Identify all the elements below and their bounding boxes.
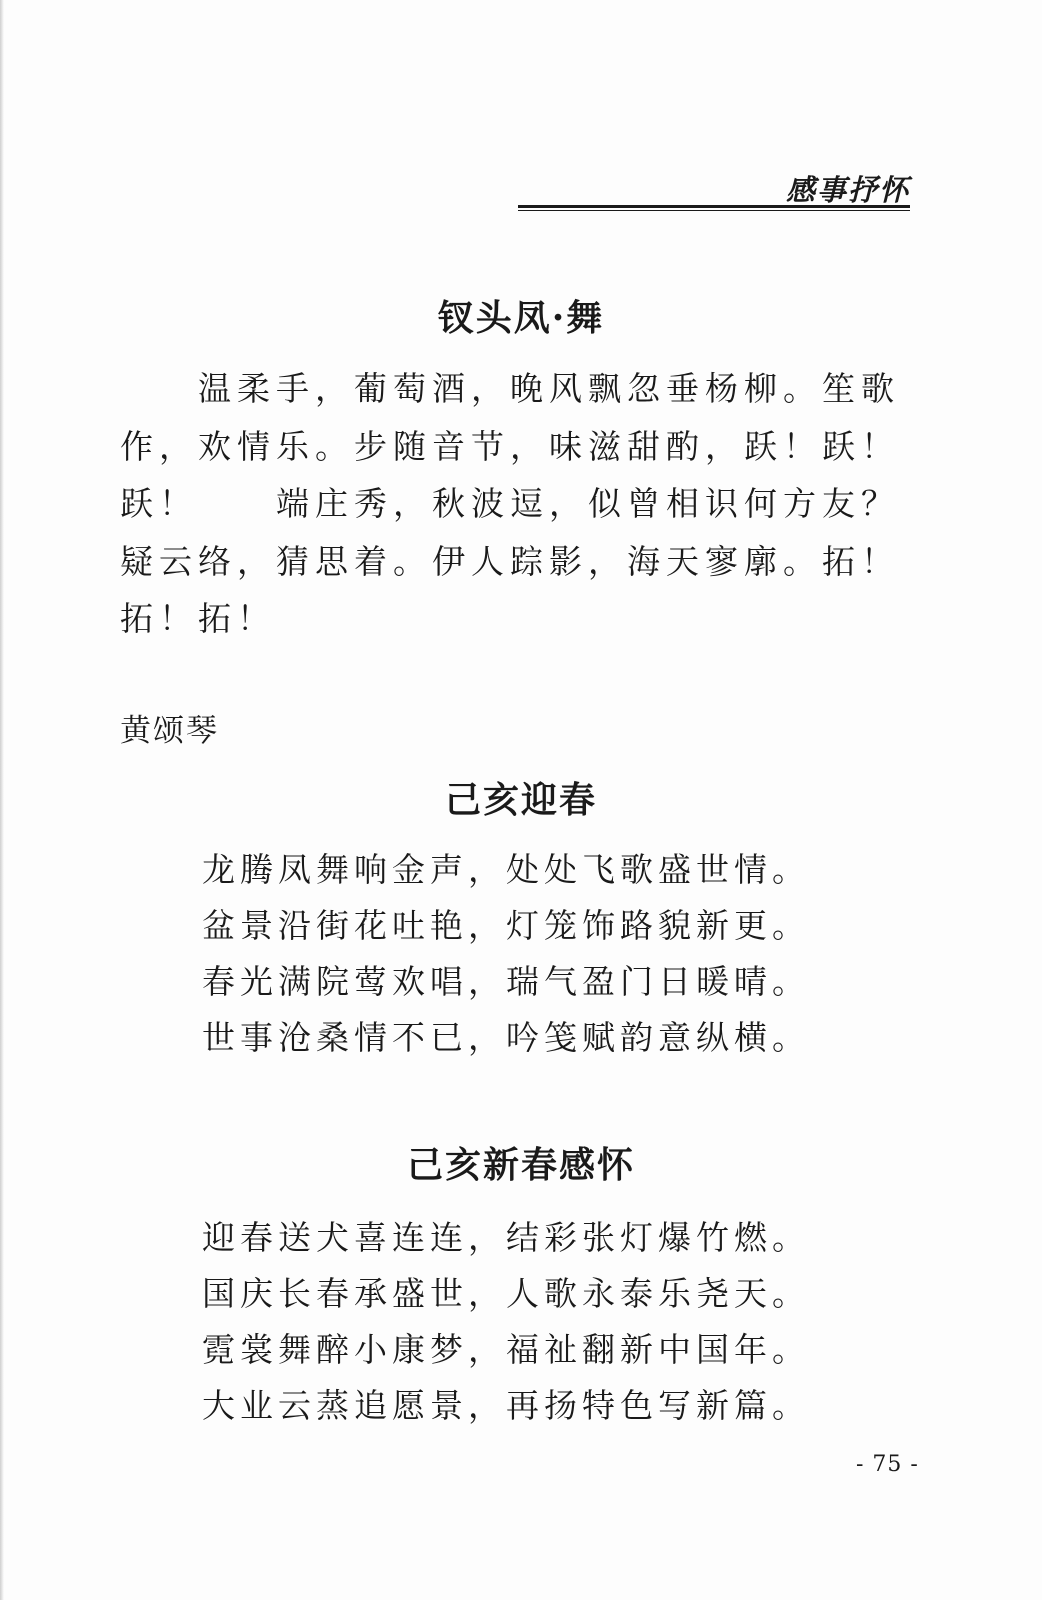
poem-line: 迎春送犬喜连连，结彩张灯爆竹燃。 (202, 1218, 810, 1257)
running-head: 感事抒怀 (785, 173, 910, 207)
poem1-body (202, 842, 810, 1066)
poem-line: 龙腾凤舞响金声，处处飞歌盛世情。 (202, 850, 810, 889)
prose-line: 拓！拓！ (120, 599, 276, 638)
poem-line: 大业云蒸追愿景，再扬特色写新篇。 (202, 1386, 810, 1425)
section1-title: 钗头凤·舞 (437, 297, 605, 339)
prose-line: 作，欢情乐。步随音节，味滋甜酌，跃！跃！ (120, 426, 900, 466)
section1-text (120, 360, 920, 648)
poem-line: 国庆长春承盛世，人歌永泰乐尧天。 (202, 1274, 810, 1313)
poem-line: 世事沧桑情不已，吟笺赋韵意纵横。 (202, 1018, 810, 1057)
prose-line: 温柔手，葡萄酒，晚风飘忽垂杨柳。笙歌 (120, 369, 900, 408)
header-rule (518, 205, 910, 211)
author-name: 黄颂琴 (120, 713, 219, 749)
poem2-title: 己亥新春感怀 (406, 1144, 635, 1186)
poem2-body (202, 1210, 810, 1434)
poem-line: 盆景沿街花吐艳，灯笼饰路貌新更。 (202, 906, 810, 945)
poem-line: 霓裳舞醉小康梦，福祉翻新中国年。 (202, 1330, 810, 1369)
prose-line: 疑云络，猜思着。伊人踪影，海天寥廓。拓！ (120, 541, 900, 581)
prose-line: 跃！ 端庄秀，秋波逗，似曾相识何方友？ (120, 484, 900, 523)
poem-line: 春光满院莺欢唱，瑞气盈门日暖晴。 (202, 962, 810, 1001)
poem1-title: 己亥迎春 (444, 779, 597, 821)
page-number: - 75 - (856, 1452, 919, 1477)
